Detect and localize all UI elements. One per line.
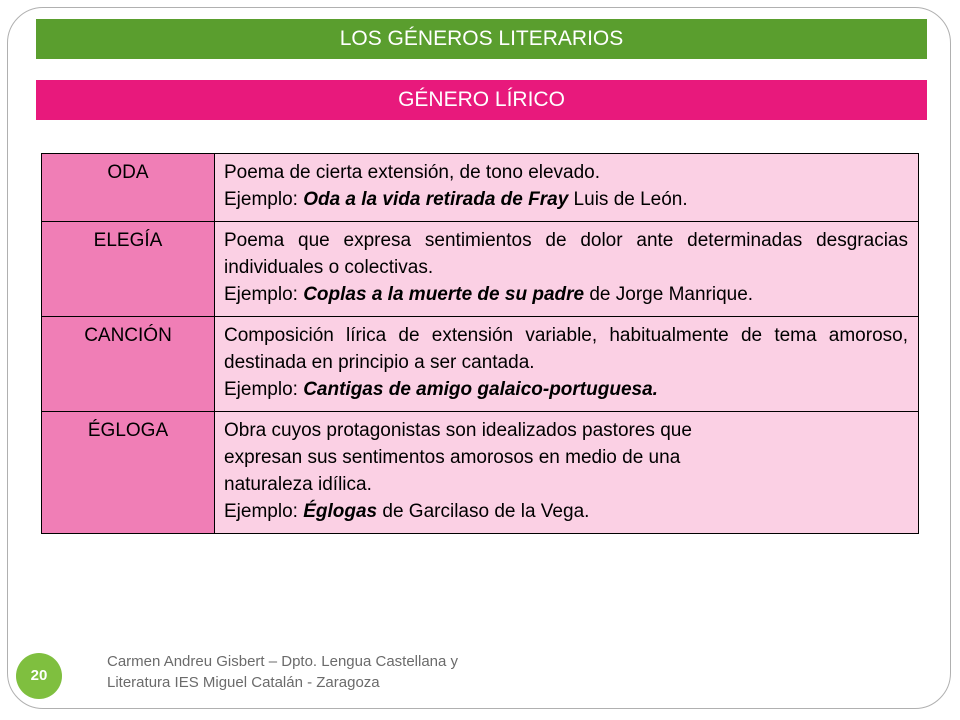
example-work: Cantigas de amigo galaico-portuguesa. [303,379,658,400]
genres-table [41,153,919,534]
example-suffix: de Jorge Manrique. [584,284,754,305]
definition-line: Obra cuyos protagonistas son idealizados pastores que [224,420,692,441]
table-row [42,222,919,317]
page-number-badge: 20 [16,653,62,699]
example-prefix: Ejemplo: [224,189,304,210]
table-row [42,154,919,222]
definition-line: naturaleza idílica. [224,474,372,495]
term-cell: ELEGÍA [42,222,215,317]
definition-text: Poema de cierta extensión, de tono elevado. [224,162,601,183]
term-cell: ÉGLOGA [42,412,215,534]
section-subtitle: GÉNERO LÍRICO [36,80,927,120]
footer-credit [107,651,627,693]
example-prefix: Ejemplo: [224,284,304,305]
example-prefix: Ejemplo: [224,501,304,522]
example-work: Églogas [303,501,378,522]
example-prefix: Ejemplo: [224,379,304,400]
example-work: Oda a la vida retirada de Fray [303,189,569,210]
example-suffix: de Garcilaso de la Vega. [377,501,590,522]
definition-cell [215,222,919,317]
definition-cell [215,154,919,222]
definition-line: expresan sus sentimentos amorosos en medio de una [224,447,681,468]
example-work: Coplas a la muerte de su padre [303,284,585,305]
footer-line: Literatura IES Miguel Catalán - Zaragoza [107,674,380,691]
example-suffix: Luis de León. [568,189,688,210]
term-cell: ODA [42,154,215,222]
definition-cell [215,317,919,412]
definition-text: Poema que expresa sentimientos de dolor ante determinadas desgracias individuales o colectivas. [224,230,908,278]
table-row [42,412,919,534]
definition-text: Composición lírica de extensión variable, habitualmente de tema amoroso, destinada en principio a ser cantada. [224,325,908,373]
table-row [42,317,919,412]
slide-title: LOS GÉNEROS LITERARIOS [36,19,927,59]
definition-cell [215,412,919,534]
term-cell: CANCIÓN [42,317,215,412]
footer-line: Carmen Andreu Gisbert – Dpto. Lengua Castellana y [107,653,459,670]
